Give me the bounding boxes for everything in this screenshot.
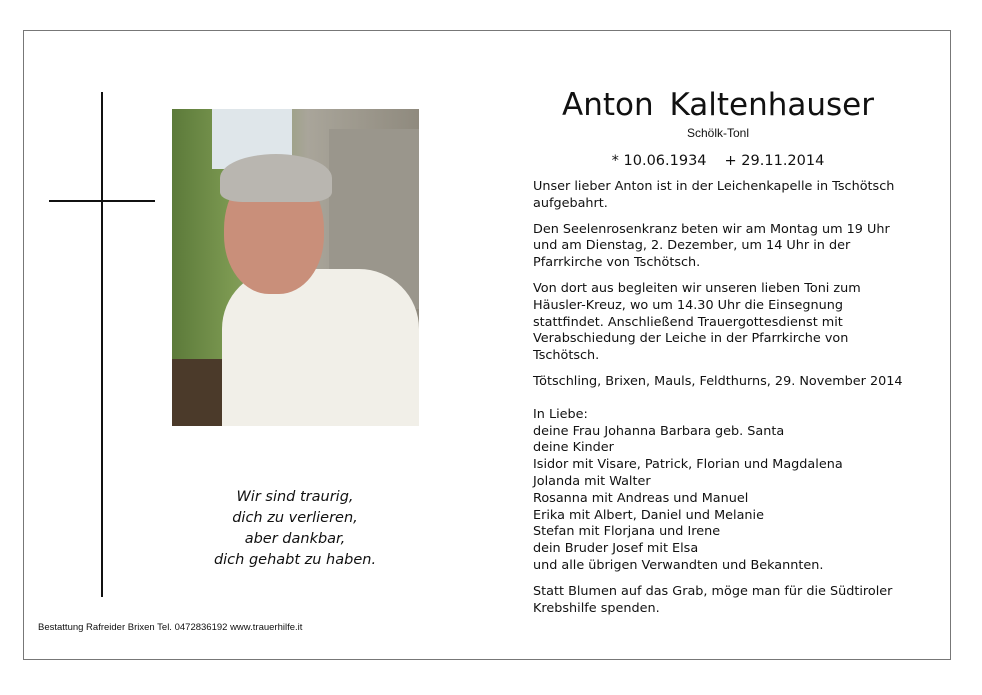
quote-line: Wir sind traurig, xyxy=(236,489,354,505)
quote-line: dich zu verlieren, xyxy=(232,510,358,526)
deceased-name: Anton Kaltenhauser xyxy=(561,87,874,123)
family-line: deine Kinder xyxy=(533,440,614,456)
funeral-home-footer: Bestattung Rafreider Brixen Tel. 0472836192 www.trauerhilfe.it xyxy=(38,622,303,633)
obituary-text xyxy=(533,85,913,626)
family-list xyxy=(533,407,913,575)
place-date: Tötschling, Brixen, Mauls, Feldthurns, 29. November 2014 xyxy=(533,373,903,389)
nickname: Schölk-Tonl xyxy=(686,126,750,140)
family-line: Rosanna mit Andreas und Manuel xyxy=(533,490,749,506)
quote-line: aber dankbar, xyxy=(244,531,346,547)
paragraph-funeral: Von dort aus begleiten wir unseren lieben Toni zum Häusler-Kreuz, wo um 14.30 Uhr die Einsegnung stattfindet. Anschließend Trauergottesdienst mit Verabschiedung der Leiche in der Pfarrkirche von Tschötsch. xyxy=(533,280,861,364)
paragraph-viewing: Unser lieber Anton ist in der Leichenkapelle in Tschötsch aufgebahrt. xyxy=(533,179,895,211)
cross-icon-horizontal xyxy=(49,200,155,202)
family-line: Stefan mit Florjana und Irene xyxy=(533,524,721,540)
death-date: + 29.11.2014 xyxy=(724,153,825,169)
quote-line: dich gehabt zu haben. xyxy=(213,552,377,568)
family-line: dein Bruder Josef mit Elsa xyxy=(533,541,699,557)
family-line: In Liebe: xyxy=(533,406,588,422)
birth-date: * 10.06.1934 xyxy=(611,153,707,169)
paragraph-rosary: Den Seelenrosenkranz beten wir am Montag um 19 Uhr und am Dienstag, 2. Dezember, um 14 Uhr in der Pfarrkirche von Tschötsch. xyxy=(533,221,890,271)
life-dates xyxy=(523,151,913,171)
memorial-quote xyxy=(190,487,400,571)
closing-note: Statt Blumen auf das Grab, möge man für die Südtiroler Krebshilfe spenden. xyxy=(533,583,893,616)
family-line: Jolanda mit Walter xyxy=(533,473,651,489)
portrait-photo xyxy=(172,109,419,426)
family-line: deine Frau Johanna Barbara geb. Santa xyxy=(533,423,785,439)
family-line: Isidor mit Visare, Patrick, Florian und Magdalena xyxy=(533,457,843,473)
family-line: und alle übrigen Verwandten und Bekannten. xyxy=(533,557,824,573)
cross-icon-vertical xyxy=(101,92,103,597)
family-line: Erika mit Albert, Daniel und Melanie xyxy=(533,507,764,523)
